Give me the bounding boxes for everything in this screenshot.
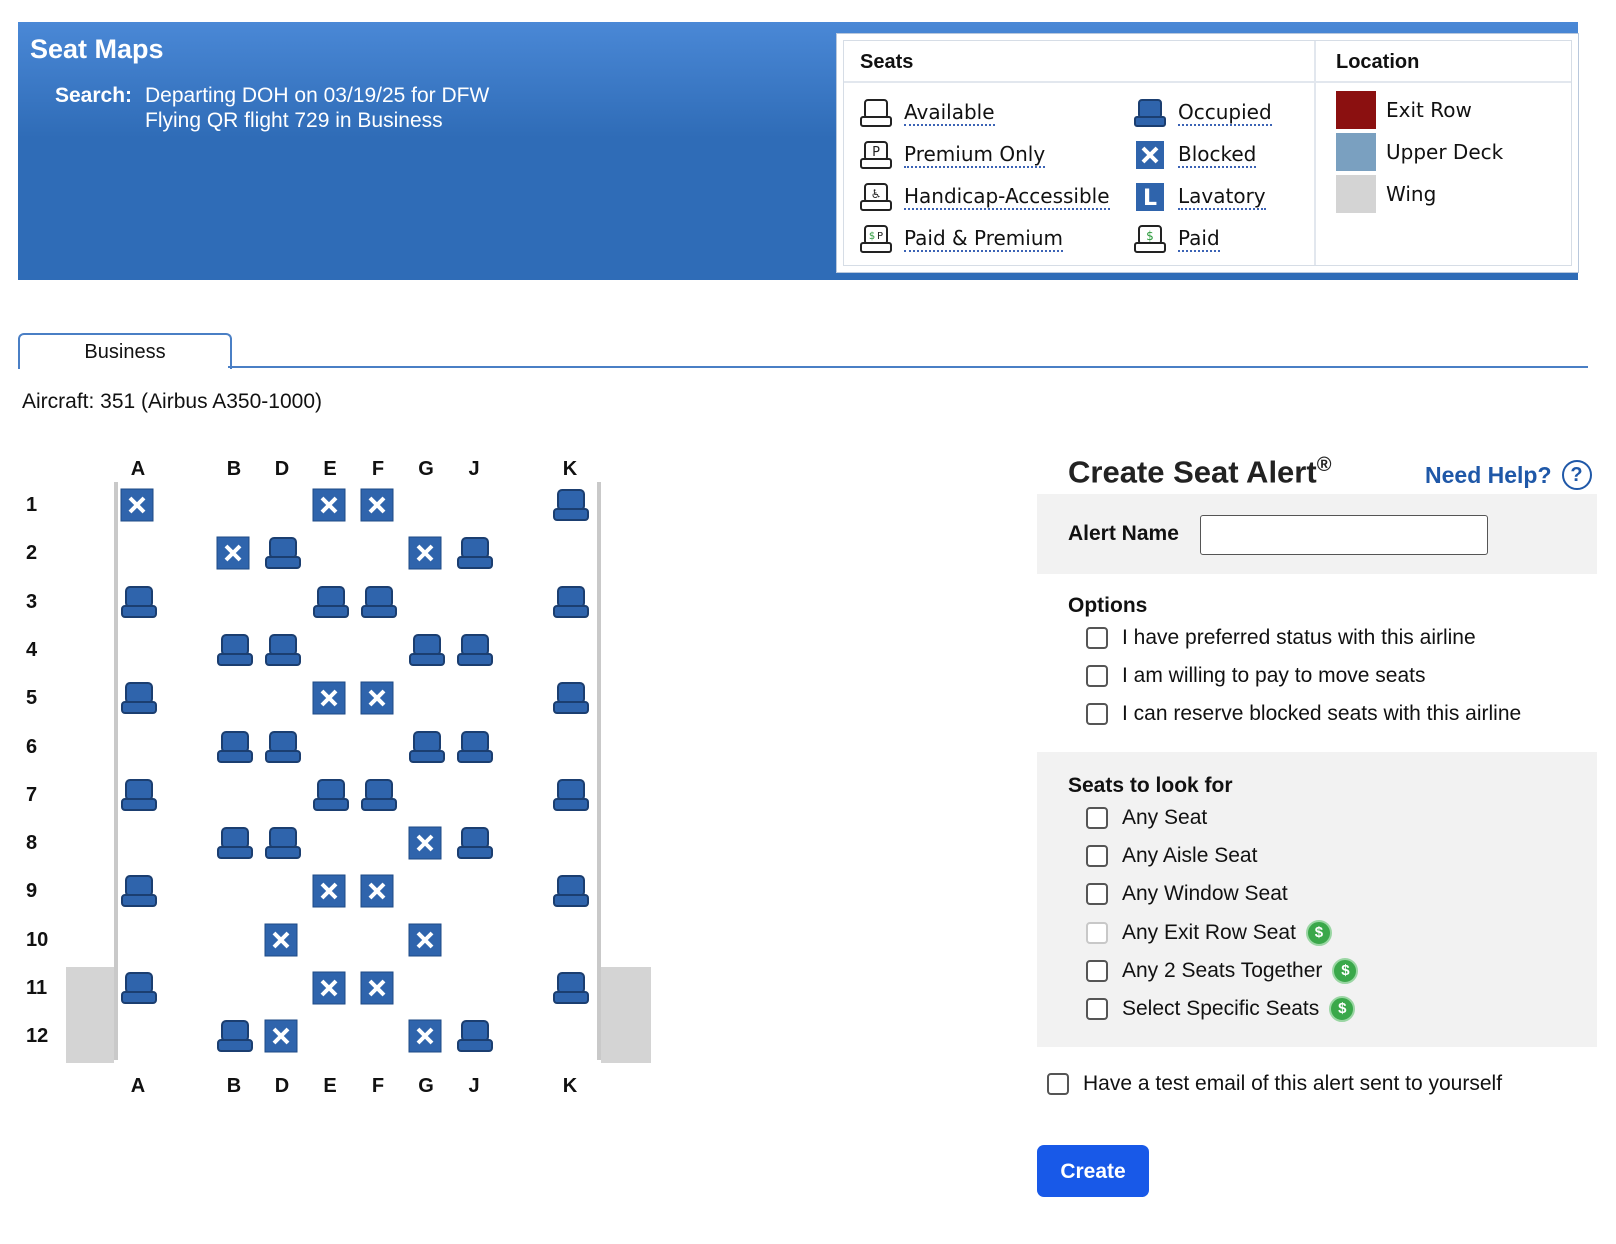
legend-item-paid[interactable] bbox=[1132, 223, 1220, 255]
row-label-3: 3 bbox=[26, 590, 38, 613]
wing-left bbox=[66, 967, 114, 1063]
location-label: Upper Deck bbox=[1386, 140, 1504, 164]
help-icon[interactable]: ? bbox=[1562, 460, 1592, 490]
seat-7a-occupied[interactable] bbox=[120, 778, 156, 812]
paid-dollar-icon: $ bbox=[1332, 958, 1358, 984]
seat-12d-blocked[interactable] bbox=[264, 1019, 300, 1053]
column-label-top-k: K bbox=[562, 458, 578, 480]
seat-4j-occupied[interactable] bbox=[456, 633, 492, 667]
seat-occupied-icon bbox=[1132, 97, 1168, 129]
legend-item-occupied[interactable] bbox=[1132, 97, 1272, 129]
svg-text:$: $ bbox=[868, 231, 876, 242]
location-label: Wing bbox=[1386, 182, 1437, 206]
column-label-bottom-e: E bbox=[323, 1075, 337, 1098]
seat-5f-blocked[interactable] bbox=[360, 681, 396, 715]
option-checkbox[interactable] bbox=[1086, 665, 1108, 687]
seats-to-look-for-section bbox=[1037, 752, 1597, 1047]
row-label-10: 10 bbox=[26, 928, 49, 951]
alert-name-label: Alert Name bbox=[1068, 522, 1179, 545]
option-checkbox[interactable] bbox=[1086, 627, 1108, 649]
location-swatch bbox=[1336, 133, 1376, 171]
seat-choice-any-2-seats-together[interactable] bbox=[1086, 958, 1358, 984]
need-help-link[interactable] bbox=[1425, 460, 1592, 490]
column-label-bottom-j: J bbox=[468, 1075, 480, 1098]
options-heading: Options bbox=[1068, 594, 1148, 617]
svg-text:P: P bbox=[876, 231, 884, 242]
legend-item-lavatory[interactable] bbox=[1132, 181, 1266, 213]
seat-12j-occupied[interactable] bbox=[456, 1019, 492, 1053]
legend-item-label[interactable]: Handicap-Accessible bbox=[904, 184, 1110, 208]
legend-location-upper-deck bbox=[1336, 133, 1503, 171]
options-section bbox=[1037, 580, 1597, 740]
column-label-bottom-b: B bbox=[226, 1075, 242, 1098]
seat-choice-checkbox[interactable] bbox=[1086, 845, 1108, 867]
seat-blocked-icon bbox=[1132, 139, 1168, 171]
seat-choice-checkbox[interactable] bbox=[1086, 960, 1108, 982]
option-3[interactable] bbox=[1086, 702, 1521, 726]
seat-8d-occupied[interactable] bbox=[264, 826, 300, 860]
row-label-12: 12 bbox=[26, 1025, 49, 1048]
seats-to-look-for-heading: Seats to look for bbox=[1068, 774, 1233, 797]
seat-7k-occupied[interactable] bbox=[552, 778, 588, 812]
column-label-top-f: F bbox=[371, 458, 385, 480]
seat-3k-occupied[interactable] bbox=[552, 585, 588, 619]
seat-3e-occupied[interactable] bbox=[312, 585, 348, 619]
column-label-bottom-d: D bbox=[274, 1075, 290, 1098]
row-label-4: 4 bbox=[26, 638, 38, 661]
option-checkbox[interactable] bbox=[1086, 703, 1108, 725]
seat-choice-any-seat[interactable] bbox=[1086, 806, 1207, 830]
column-label-top-b: B bbox=[226, 458, 242, 480]
legend-item-premium-only[interactable] bbox=[858, 139, 1045, 171]
seat-choice-any-window-seat[interactable] bbox=[1086, 882, 1288, 906]
seat-1e-blocked[interactable] bbox=[312, 488, 348, 522]
row-label-1: 1 bbox=[26, 494, 38, 516]
seat-6d-occupied[interactable] bbox=[264, 730, 300, 764]
legend-location-exit-row bbox=[1336, 91, 1472, 129]
column-label-bottom-a: A bbox=[130, 1075, 146, 1098]
search-label: Search: bbox=[55, 84, 133, 107]
row-label-9: 9 bbox=[26, 880, 38, 903]
search-flight-text: Flying QR flight 729 in Business bbox=[145, 109, 443, 132]
seat-choice-checkbox[interactable] bbox=[1086, 883, 1108, 905]
test-email-label: Have a test email of this alert sent to yourself bbox=[1083, 1072, 1503, 1095]
seat-8b-occupied[interactable] bbox=[216, 826, 252, 860]
seat-choice-checkbox bbox=[1086, 922, 1108, 944]
seat-6b-occupied[interactable] bbox=[216, 730, 252, 764]
seat-1f-blocked[interactable] bbox=[360, 488, 396, 522]
legend-item-handicap-accessible[interactable] bbox=[858, 181, 1110, 213]
seat-6j-occupied[interactable] bbox=[456, 730, 492, 764]
row-label-6: 6 bbox=[26, 735, 38, 758]
legend-item-label[interactable]: Paid bbox=[1178, 226, 1220, 250]
seat-10d-blocked[interactable] bbox=[264, 923, 300, 957]
seat-4b-occupied[interactable] bbox=[216, 633, 252, 667]
seat-7e-occupied[interactable] bbox=[312, 778, 348, 812]
column-label-top-g: G bbox=[418, 458, 434, 480]
seat-8g-blocked[interactable] bbox=[408, 826, 444, 860]
seat-11e-blocked[interactable] bbox=[312, 971, 348, 1005]
page-title: Seat Maps bbox=[30, 34, 164, 64]
seat-choice-label: Select Specific Seats bbox=[1122, 997, 1320, 1020]
option-label: I am willing to pay to move seats bbox=[1122, 664, 1426, 687]
legend-location-wing bbox=[1336, 175, 1436, 213]
need-help-label[interactable]: Need Help? bbox=[1425, 461, 1552, 488]
legend-location-heading: Location bbox=[1336, 51, 1420, 73]
seat-choice-checkbox[interactable] bbox=[1086, 807, 1108, 829]
legend-item-label[interactable]: Occupied bbox=[1178, 100, 1272, 124]
option-label: I can reserve blocked seats with this airline bbox=[1122, 702, 1522, 725]
legend-item-label[interactable]: Blocked bbox=[1178, 142, 1257, 166]
seat-choice-checkbox[interactable] bbox=[1086, 998, 1108, 1020]
legend-item-available[interactable] bbox=[858, 97, 995, 129]
seat-12b-occupied[interactable] bbox=[216, 1019, 252, 1053]
row-label-5: 5 bbox=[26, 687, 38, 710]
seat-7f-occupied[interactable] bbox=[360, 778, 396, 812]
seat-4g-occupied[interactable] bbox=[408, 633, 444, 667]
seat-1k-occupied[interactable] bbox=[552, 488, 588, 522]
seat-10g-blocked[interactable] bbox=[408, 923, 444, 957]
create-button[interactable]: Create bbox=[1037, 1145, 1149, 1197]
seat-5e-blocked[interactable] bbox=[312, 681, 348, 715]
row-label-8: 8 bbox=[26, 832, 38, 855]
seat-paid-icon bbox=[1132, 223, 1168, 255]
legend-item-label[interactable]: Premium Only bbox=[904, 142, 1046, 166]
seat-9e-blocked[interactable] bbox=[312, 874, 348, 908]
seat-11k-occupied[interactable] bbox=[552, 971, 588, 1005]
legend-item-label[interactable]: Lavatory bbox=[1178, 184, 1266, 208]
option-label: I have preferred status with this airline bbox=[1122, 626, 1476, 649]
column-label-bottom-f: F bbox=[371, 1075, 385, 1098]
aircraft-label: Aircraft: 351 (Airbus A350-1000) bbox=[22, 390, 322, 413]
wing-right bbox=[601, 967, 651, 1063]
row-label-11: 11 bbox=[26, 977, 48, 999]
seat-2g-blocked[interactable] bbox=[408, 536, 444, 570]
svg-text:P: P bbox=[872, 145, 880, 160]
tab-business[interactable]: Business bbox=[18, 333, 232, 369]
column-label-top-d: D bbox=[274, 458, 290, 480]
column-label-top-j: J bbox=[468, 458, 480, 480]
seat-map bbox=[0, 0, 660, 1244]
seat-11a-occupied[interactable] bbox=[120, 971, 156, 1005]
seat-1a-blocked[interactable] bbox=[120, 488, 156, 522]
seat-choice-label: Any Seat bbox=[1122, 806, 1208, 829]
seat-5a-occupied[interactable] bbox=[120, 681, 156, 715]
search-departure-text: Departing DOH on 03/19/25 for DFW bbox=[145, 84, 490, 107]
seat-9a-occupied[interactable] bbox=[120, 874, 156, 908]
column-label-top-a: A bbox=[130, 458, 146, 480]
row-label-7: 7 bbox=[26, 783, 38, 806]
test-email-option[interactable] bbox=[1047, 1072, 1502, 1096]
svg-text:$: $ bbox=[1146, 229, 1154, 243]
seat-4d-occupied[interactable] bbox=[264, 633, 300, 667]
paid-dollar-icon: $ bbox=[1329, 996, 1355, 1022]
seat-choice-any-aisle-seat[interactable] bbox=[1086, 844, 1257, 868]
seat-choice-label: Any Window Seat bbox=[1122, 882, 1288, 905]
lavatory-icon bbox=[1132, 181, 1168, 213]
location-swatch bbox=[1336, 175, 1376, 213]
seat-3a-occupied[interactable] bbox=[120, 585, 156, 619]
location-label: Exit Row bbox=[1386, 98, 1472, 122]
legend-item-label[interactable]: Paid & Premium bbox=[904, 226, 1063, 250]
option-1[interactable] bbox=[1086, 626, 1476, 650]
column-label-bottom-k: K bbox=[562, 1075, 578, 1098]
seat-9k-occupied[interactable] bbox=[552, 874, 588, 908]
seat-5k-occupied[interactable] bbox=[552, 681, 588, 715]
column-label-top-e: E bbox=[323, 458, 337, 480]
seat-handicap-icon bbox=[858, 181, 894, 213]
column-label-bottom-g: G bbox=[418, 1075, 434, 1098]
legend-seats-heading: Seats bbox=[860, 51, 914, 73]
location-swatch bbox=[1336, 91, 1376, 129]
legend-item-blocked[interactable] bbox=[1132, 139, 1256, 171]
seat-paid-premium-icon bbox=[858, 223, 894, 255]
seat-9f-blocked[interactable] bbox=[360, 874, 396, 908]
seat-choice-label: Any Aisle Seat bbox=[1122, 844, 1258, 867]
paid-dollar-icon: $ bbox=[1306, 920, 1332, 946]
seat-2d-occupied[interactable] bbox=[264, 536, 300, 570]
svg-text:L: L bbox=[1142, 186, 1158, 211]
seat-choice-select-specific-seats[interactable] bbox=[1086, 996, 1355, 1022]
seat-2b-blocked[interactable] bbox=[216, 536, 252, 570]
seat-choice-any-exit-row-seat[interactable] bbox=[1086, 920, 1332, 946]
create-seat-alert-title: Create Seat Alert® bbox=[1068, 454, 1332, 490]
seat-legend bbox=[836, 33, 1579, 273]
seat-8j-occupied[interactable] bbox=[456, 826, 492, 860]
seat-11f-blocked[interactable] bbox=[360, 971, 396, 1005]
seat-premium-icon bbox=[858, 139, 894, 171]
seat-outline-icon bbox=[858, 97, 894, 129]
row-label-2: 2 bbox=[26, 542, 38, 565]
svg-text:♿: ♿ bbox=[870, 187, 882, 201]
seat-choice-label: Any Exit Row Seat bbox=[1122, 921, 1296, 944]
legend-item-label[interactable]: Available bbox=[904, 100, 995, 124]
seat-choice-label: Any 2 Seats Together bbox=[1122, 959, 1323, 982]
legend-item-paid-premium[interactable] bbox=[858, 223, 1063, 255]
cabin-wall-left bbox=[114, 482, 118, 1060]
seat-6g-occupied[interactable] bbox=[408, 730, 444, 764]
seat-12g-blocked[interactable] bbox=[408, 1019, 444, 1053]
test-email-checkbox[interactable] bbox=[1047, 1073, 1069, 1095]
seat-3f-occupied[interactable] bbox=[360, 585, 396, 619]
alert-name-input[interactable] bbox=[1200, 515, 1488, 555]
option-2[interactable] bbox=[1086, 664, 1425, 688]
seat-2j-occupied[interactable] bbox=[456, 536, 492, 570]
